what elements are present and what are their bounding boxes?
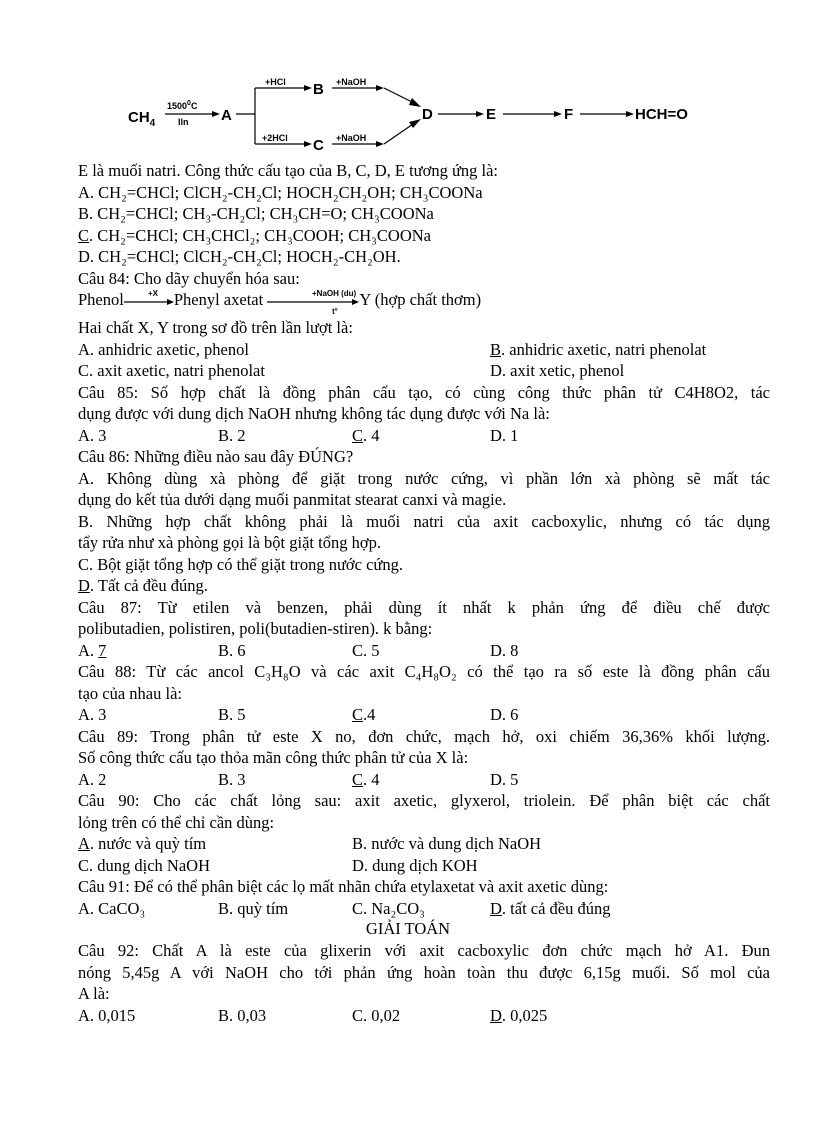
q87-option-c: C. 5	[352, 641, 380, 660]
option-text: . CH₂=CHCl; CH₃CHCl₂; CH₃COOH; CH₃COONa	[89, 226, 431, 245]
arrowhead	[554, 111, 562, 117]
q84-stem: Câu 84: Cho dãy chuyển hóa sau:	[78, 269, 300, 288]
option-text: . 4	[363, 770, 380, 789]
q88-option-d: D. 6	[490, 705, 519, 724]
scheme-node-e: E	[486, 106, 497, 123]
q89-option-d: D. 5	[490, 770, 519, 789]
q87-option-b: B. 6	[218, 641, 246, 660]
answer-letter: D	[490, 899, 502, 918]
section-heading: GIẢI TOÁN	[365, 919, 451, 938]
q90-option-b: B. nước và dung dịch NaOH	[352, 834, 542, 853]
reaction-scheme	[120, 66, 720, 166]
arrowhead	[626, 111, 634, 117]
q86-stem: Câu 86: Những điều nào sau đây ĐÚNG?	[78, 447, 354, 466]
q90-line2: lỏng trên có thể chỉ cần dùng:	[78, 813, 275, 832]
answer-letter: B	[490, 340, 502, 359]
chain-arrow-1-label: +X	[148, 289, 159, 298]
q83-option-a: A. CH₂=CHCl; ClCH₂-CH₂Cl; HOCH₂CH₂OH; CH₃COONa	[78, 183, 483, 202]
scheme-node-f: F	[564, 106, 574, 123]
arrowhead	[409, 119, 421, 128]
q92-option-c: C. 0,02	[352, 1006, 401, 1025]
q85-option-b: B. 2	[218, 426, 246, 445]
q90-option-c: C. dung dịch NaOH	[78, 856, 210, 875]
chain-start: Phenol	[78, 290, 124, 309]
arrowhead	[476, 111, 484, 117]
chain-end: Y (hợp chất thơm)	[359, 290, 482, 309]
q83-stem: E là muối natri. Công thức cấu tạo của B, C, D, E tương ứng là:	[78, 161, 499, 180]
q92-line3: A là:	[78, 984, 110, 1003]
q92-line1: Câu 92: Chất A là este của glixerin với axit cacboxylic đơn chức mạch hở A1. Đun	[78, 941, 770, 960]
label-to-c: +2HCl	[262, 133, 288, 143]
scheme-node-d: D	[422, 106, 433, 123]
q85-option-a: A. 3	[78, 426, 107, 445]
arrowhead	[304, 141, 312, 147]
q92-option-b: B. 0,03	[218, 1006, 267, 1025]
answer-letter: C	[78, 226, 90, 245]
answer-letter: D	[78, 576, 90, 595]
chain-mid: Phenyl axetat	[173, 290, 264, 309]
q86-a-line1: A. Không dùng xà phòng để giặt trong nước cứng, vì phần lớn xà phòng sẽ mất tác	[78, 469, 770, 488]
option-prefix: A.	[78, 641, 99, 660]
q88-option-b: B. 5	[218, 705, 246, 724]
arrowhead	[376, 85, 384, 91]
q86-a-line2: dụng do kết tủa dưới dạng muối panmitat stearat canxi và magie.	[78, 490, 507, 509]
option-text: . 0,025	[501, 1006, 548, 1025]
q83-option-d: D. CH₂=CHCl; ClCH₂-CH₂Cl; HOCH₂-CH₂OH.	[78, 247, 401, 266]
scheme-end: HCH=O	[635, 106, 688, 123]
option-text: .4	[363, 705, 376, 724]
q86-option-c: C. Bột giặt tổng hợp có thể giặt trong nước cứng.	[78, 555, 403, 574]
arrowhead	[376, 141, 384, 147]
answer-letter: C	[352, 705, 364, 724]
q84-option-d: D. axit xetic, phenol	[490, 361, 625, 380]
option-text: . 4	[363, 426, 380, 445]
q91-stem: Câu 91: Để có thể phân biệt các lọ mất nhãn chứa etylaxetat và axit axetic dùng:	[78, 877, 609, 896]
q89-option-b: B. 3	[218, 770, 246, 789]
label-b-naoh: +NaOH	[336, 77, 367, 87]
chain-arrow-2-top: +NaOH (du)	[312, 289, 357, 298]
q88-line2: tạo của nhau là:	[78, 684, 182, 703]
label-c-naoh: +NaOH	[336, 133, 367, 143]
q92-option-a: A. 0,015	[78, 1006, 136, 1025]
q84-option-c: C. axit axetic, natri phenolat	[78, 361, 265, 380]
q87-line1: Câu 87: Từ etilen và benzen, phải dùng ít nhất k phản ứng để điều chế được	[78, 598, 770, 617]
arrowhead	[304, 85, 312, 91]
q84-chain	[78, 289, 770, 316]
q84-option-a: A. anhidric axetic, phenol	[78, 340, 249, 359]
q92-line2: nóng 5,45g A với NaOH cho tới phản ứng hoàn toàn thu được 6,15g muối. Số mol của	[78, 963, 770, 982]
q89-option-a: A. 2	[78, 770, 107, 789]
option-text: . nước và quỳ tím	[89, 834, 207, 853]
q84-ask: Hai chất X, Y trong sơ đồ trên lần lượt là:	[78, 318, 353, 337]
q85-line2: dụng được với dung dịch NaOH nhưng không tác dụng được với Na là:	[78, 404, 550, 423]
q83-option-b: B. CH₂=CHCl; CH₃-CH₂Cl; CH₃CH=O; CH₃COONa	[78, 204, 434, 223]
answer-letter: C	[352, 426, 364, 445]
q86-b-line2: tẩy rửa như xà phòng gọi là bột giặt tổng hợp.	[78, 533, 381, 552]
q84-option-b	[490, 339, 770, 360]
q86-option-d	[78, 575, 770, 596]
scheme-start: $CH_4$	[128, 109, 156, 129]
q86-b-line1: B. Những hợp chất không phải là muối natri của axit cacboxylic, nhưng có tác dụng	[78, 512, 770, 531]
scheme-node-a: A	[221, 107, 232, 124]
q85-line1: Câu 85: Số hợp chất là đồng phân cấu tạo, có cùng công thức phân tử C4H8O2, tác	[78, 383, 770, 402]
q89-line2: Số công thức cấu tạo thỏa mãn công thức phân tử của X là:	[78, 748, 469, 767]
answer-letter: A	[78, 834, 90, 853]
q85-option-d: D. 1	[490, 426, 519, 445]
q89-line1: Câu 89: Trong phân tử este X no, đơn chức, mạch hở, oxi chiếm 36,36% khối lượng.	[78, 727, 770, 746]
q83-option-c	[78, 225, 770, 246]
q87-option-d: D. 8	[490, 641, 519, 660]
arrowhead	[212, 111, 220, 117]
answer-letter: C	[352, 770, 364, 789]
q88-line1: Câu 88: Từ các ancol C₃H₈O và các axit C₄H₈O₂ có thể tạo ra số este là đồng phân cấu	[78, 662, 770, 681]
arrowhead	[409, 98, 421, 107]
scheme-cond-top: 1500$^0$C	[167, 100, 198, 111]
chain-arrow-2-bottom: t°	[332, 307, 338, 316]
q87-line2: polibutadien, polistiren, poli(butadien-stiren). k bằng:	[78, 619, 433, 638]
q92-option-d	[490, 1005, 770, 1026]
q91-option-a: A. CaCO₃	[78, 899, 146, 918]
q90-line1: Câu 90: Cho các chất lỏng sau: axit axetic, glyxerol, triolein. Để phân biệt các chất	[78, 791, 770, 810]
answer-value: 7	[98, 641, 107, 660]
answer-letter: D	[490, 1006, 502, 1025]
scheme-cond-bottom: lln	[178, 117, 189, 127]
q90-option-d: D. dung dịch KOH	[352, 856, 478, 875]
scheme-node-c: C	[313, 137, 324, 154]
q88-option-a: A. 3	[78, 705, 107, 724]
option-text: . anhidric axetic, natri phenolat	[501, 340, 707, 359]
option-text: . tất cả đều đúng	[501, 899, 611, 918]
option-text: . Tất cả đều đúng.	[89, 576, 208, 595]
q91-option-c: C. Na₂CO₃	[352, 899, 425, 918]
q91-option-d	[490, 898, 770, 919]
q91-option-b: B. quỳ tím	[218, 899, 289, 918]
scheme-node-b: B	[313, 81, 324, 98]
label-to-b: +HCl	[265, 77, 286, 87]
